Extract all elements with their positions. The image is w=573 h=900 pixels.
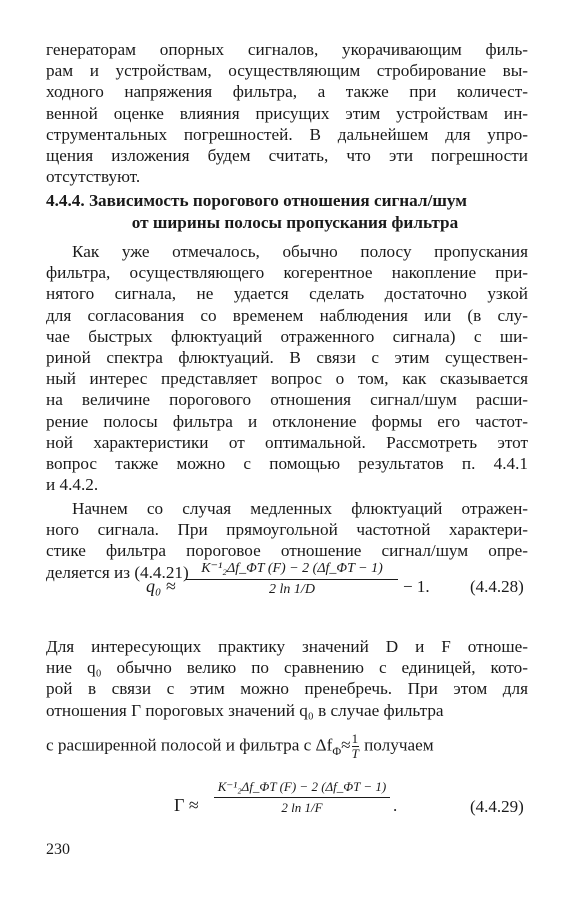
para3-line: ного сигнала. При прямоугольной частотной характери- — [46, 520, 528, 540]
inline-frac-den: T — [351, 746, 359, 761]
section-heading-line1 — [46, 190, 528, 212]
eq1-denominator: 2 ln 1/D — [269, 582, 315, 597]
paragraph-practical-values — [46, 636, 528, 721]
eq2-fraction-bar — [214, 797, 390, 798]
para2-line: Как уже отмечалось, обычно полосу пропускания — [72, 242, 528, 261]
para3-line: Начнем со случая медленных флюктуаций отражен- — [72, 499, 528, 518]
para1-line: щения изложения будем считать, что эти погрешности — [46, 146, 528, 166]
para1-line: ходного напряжения фильтра, а также при количест- — [46, 82, 528, 102]
eq2-numerator: K⁻¹₂Δf_ΦT (F) − 2 (Δf_ΦT − 1) — [217, 779, 387, 794]
page-number: 230 — [46, 841, 70, 858]
para3-line: стике фильтра пороговое отношение сигнал/шум опре- — [46, 541, 528, 561]
para2-line: нятого сигнала, не удается сделать достаточно узкой — [46, 284, 528, 304]
inline-approx: ≈ — [341, 735, 351, 755]
section-title-line2: от ширины полосы пропускания фильтра — [131, 212, 459, 232]
eq1-numerator: K⁻¹₂Δf_ΦT (F) − 2 (Δf_ΦT − 1) — [201, 561, 383, 576]
para3-line: деляется из (4.4.21) — [46, 562, 189, 582]
inline-sub: Φ — [332, 743, 342, 758]
para1-line: венной оценке влияния присущих этим устройствам ин- — [46, 103, 528, 123]
para2-line: на величине порогового отношения сигнал/шум расши- — [46, 390, 528, 410]
eq1-number: (4.4.28) — [470, 577, 524, 596]
para2-line: риной спектра флюктуаций. В связи с этим существен- — [46, 348, 528, 368]
paragraph-practical-values-last-line — [46, 732, 528, 762]
para2-line: рение полосы фильтра и отклонение формы его частот- — [46, 411, 528, 431]
eq1-lhs: q₀ ≈ — [146, 576, 176, 596]
para2-line: и 4.4.2. — [46, 475, 99, 495]
paragraph-intro — [46, 39, 528, 187]
eq2-tail: . — [393, 796, 398, 815]
para4-line: рой в связи с этим можно пренебречь. При этом для — [46, 679, 528, 699]
eq1-fraction-bar — [186, 579, 398, 580]
eq2-fraction — [214, 779, 390, 816]
section-title-line1: Зависимость порогового отношения сигнал/шум — [88, 191, 467, 210]
para1-line: струментальных погрешностей. В дальнейшем для упро- — [46, 124, 528, 144]
para1-line: отсутствуют. — [46, 167, 141, 187]
para2-line: ной характеристики от оптимальной. Рассмотреть этот — [46, 432, 528, 452]
eq1-tail: − 1. — [403, 577, 430, 596]
para2-line: фильтра, осуществляющего когерентное накопление при- — [46, 263, 528, 283]
para1-line: рам и устройствам, осуществляющим стробирование вы- — [46, 61, 528, 81]
inline-text-before: с расширенной полосой и фильтра с Δf — [46, 735, 333, 755]
eq1-fraction — [186, 560, 398, 598]
eq2-number: (4.4.29) — [470, 797, 524, 816]
para4-line: Для интересующих практику значений D и F отноше- — [46, 637, 528, 656]
inline-fraction — [352, 732, 359, 761]
inline-text-after: получаем — [364, 735, 434, 755]
para4-line: отношения Γ пороговых значений q₀ в случае фильтра — [46, 700, 444, 720]
para2-line: ный интерес представляет вопрос о том, как сказывается — [46, 369, 528, 389]
inline-frac-num: 1 — [351, 731, 359, 746]
section-number: 4.4.4. — [46, 191, 85, 210]
eq2-denominator: 2 ln 1/F — [281, 800, 323, 815]
para1-line: генераторам опорных сигналов, укорачивающим филь- — [46, 40, 528, 59]
para2-line: вопрос также можно с помощью результатов п. 4.4.1 — [46, 454, 528, 474]
para4-line: ние q₀ обычно велико по сравнению с единицей, кото- — [46, 658, 528, 678]
paragraph-bandwidth — [46, 241, 528, 495]
para2-line: для согласования со временем наблюдения или (в слу- — [46, 305, 528, 325]
para2-line: чае быстрых флюктуаций отраженного сигнала) с ши- — [46, 326, 528, 346]
section-heading — [46, 190, 528, 233]
eq2-lhs: Γ ≈ — [174, 795, 199, 815]
